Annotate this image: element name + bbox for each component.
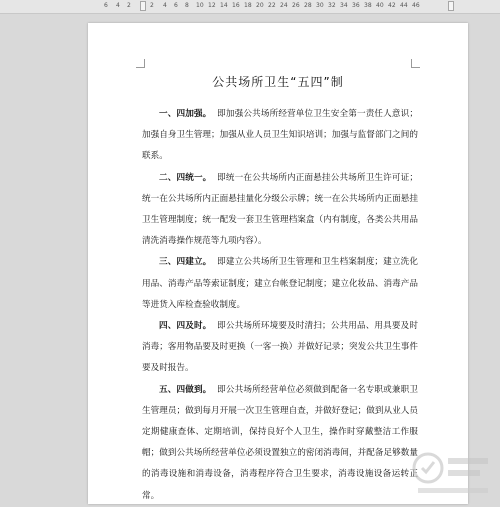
ruler-tick: 46 [412,2,420,9]
document-body[interactable] [142,104,418,507]
ruler-tick: 38 [364,2,372,9]
document-page[interactable] [88,23,468,504]
paragraph-heading: 四、四及时。 [159,321,212,332]
paragraph [142,104,418,168]
ruler-tick: 6 [104,2,108,9]
ruler-tick: 24 [280,2,288,9]
ruler-tick: 4 [163,2,167,9]
paragraph-heading: 五、四做到。 [159,384,212,395]
margin-corner-mark [411,59,420,68]
ruler-tick: 18 [244,2,252,9]
ruler-tick: 12 [208,2,216,9]
paragraph [142,252,418,316]
horizontal-ruler[interactable] [0,0,500,14]
paragraph [142,168,418,253]
ruler-tick: 4 [116,2,120,9]
ruler-tick: 2 [150,2,154,9]
paragraph-text: 即公共场所经营单位必须做到配备一名专职或兼职卫生管理员；做到每月开展一次卫生管理自查，并做好登记；做到从业人员定期健康查体、定期培训，保持良好个人卫生，操作时穿戴整洁工作服帽；做到公共场所经营单位必须设置独立的密闭消毒间，并配备足够数量的消毒设施和消毒设备，消毒程序符合卫生要求，消毒设施设备运转正常。 [142,384,418,501]
ruler-tick: 32 [328,2,336,9]
right-indent-marker[interactable] [448,1,454,11]
ruler-tick: 28 [304,2,312,9]
document-title: 公共场所卫生“五四”制 [212,75,344,89]
ruler-tick: 36 [352,2,360,9]
ruler-tick: 10 [196,2,204,9]
ruler-tick: 16 [232,2,240,9]
left-indent-marker[interactable] [140,1,146,11]
ruler-tick: 8 [185,2,189,9]
paragraph-heading: 三、四建立。 [159,257,212,268]
watermark-logo [404,444,496,500]
ruler-tick: 14 [220,2,228,9]
paragraph [142,380,418,507]
paragraph-heading: 二、四统一。 [159,172,212,183]
ruler-tick: 34 [340,2,348,9]
margin-corner-mark [136,59,145,68]
ruler-tick: 6 [174,2,178,9]
ruler-tick: 40 [376,2,384,9]
ruler-tick: 22 [268,2,276,9]
paragraph-text: 即加强公共场所经营单位卫生安全第一责任人意识；加强自身卫生管理；加强从业人员卫生知识培训；加强与监督部门之间的联系。 [142,109,418,162]
paragraph-text: 即公共场所环境要及时清扫；公共用品、用具要及时消毒；客用物品要及时更换（一客一换）并做好记录；突发公共卫生事件要及时报告。 [142,321,418,374]
ruler-tick: 20 [256,2,264,9]
ruler-tick: 30 [316,2,324,9]
ruler-tick: 44 [400,2,408,9]
paragraph-heading: 一、四加强。 [159,109,212,119]
paragraph-text: 即建立公共场所卫生管理和卫生档案制度；建立洗化用品、消毒产品等索证制度；建立台帐登记制度；建立化妆品、消毒产品等进货入库检查验收制度。 [142,257,418,310]
paragraph-text: 即统一在公共场所内正面悬挂公共场所卫生许可证；统一在公共场所内正面悬挂量化分级公示牌；统一在公共场所内正面悬挂卫生管理制度；统一配发一套卫生管理档案盒（内有制度，各类公共用品清洗消毒操作规范等九项内容）。 [142,172,418,247]
paragraph [142,316,418,380]
ruler-tick: 42 [388,2,396,9]
ruler-tick: 2 [127,2,131,9]
ruler-tick: 26 [292,2,300,9]
